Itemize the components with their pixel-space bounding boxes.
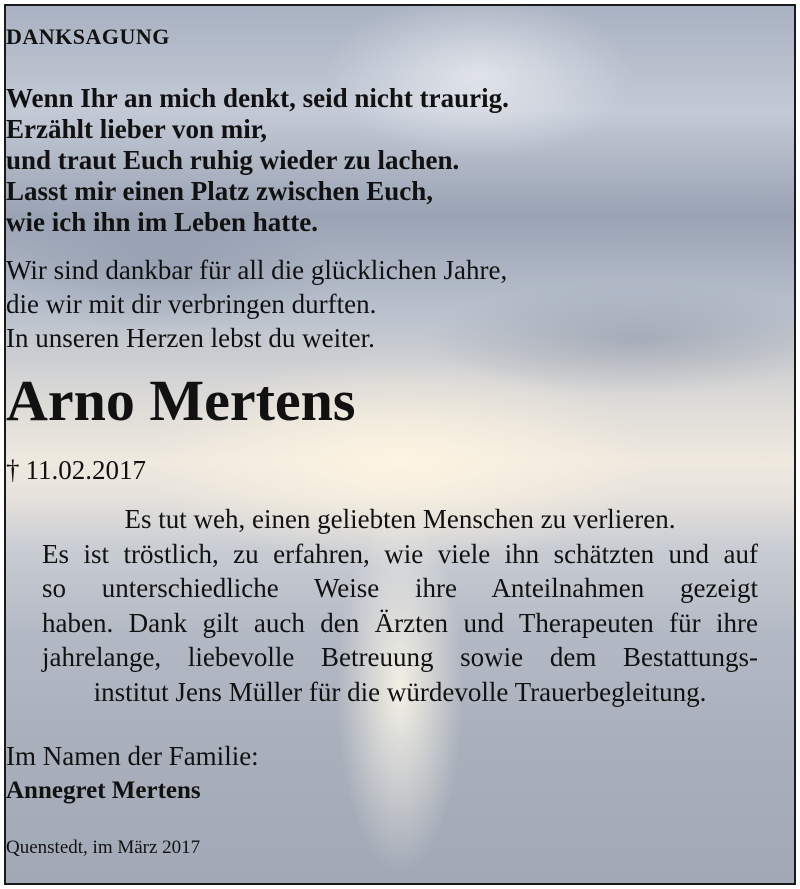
poem-line: und traut Euch ruhig wieder zu lachen. [6, 145, 460, 175]
gratitude-line: die wir mit dir verbringen durften. [6, 289, 377, 319]
signature-label: Im Namen der Familie: [6, 741, 259, 771]
poem-line: Lasst mir einen Platz zwischen Euch, [6, 176, 433, 206]
thank-you-message [42, 502, 758, 709]
gratitude-line: Wir sind dankbar für all die glücklichen Jahre, [6, 255, 508, 285]
poem-line: wie ich ihn im Leben hatte. [6, 207, 319, 237]
message-line: haben. Dank gilt auch den Ärzten und Therapeuten für ihre [42, 607, 758, 638]
death-date-line [6, 454, 794, 486]
gratitude-verse [6, 253, 794, 355]
message-line: so unterschiedliche Weise ihre Anteilnahmen gezeigt [42, 573, 758, 603]
cross-icon: † [6, 455, 20, 485]
poem-line: Wenn Ihr an mich denkt, seid nicht traurig. [6, 83, 509, 113]
message-line: Es ist tröstlich, zu erfahren, wie viele ihn schätzten und auf [42, 538, 758, 569]
gratitude-line: In unseren Herzen lebst du weiter. [6, 323, 375, 353]
message-line: institut Jens Müller für die würdevolle Trauerbegleitung. [93, 676, 707, 707]
obituary-notice [4, 4, 796, 885]
message-line: Es tut weh, einen geliebten Menschen zu verlieren. [124, 504, 676, 534]
poem-line: Erzählt lieber von mir, [6, 114, 267, 144]
death-date: 11.02.2017 [25, 455, 146, 485]
memorial-poem [6, 83, 794, 238]
deceased-name: Arno Mertens [6, 368, 356, 433]
notice-heading: DANKSAGUNG [6, 24, 170, 49]
signature-name: Annegret Mertens [6, 777, 201, 804]
message-line: jahrelange, liebevolle Betreuung sowie dem Bestattungs- [42, 642, 758, 672]
place-date: Quenstedt, im März 2017 [6, 837, 201, 858]
